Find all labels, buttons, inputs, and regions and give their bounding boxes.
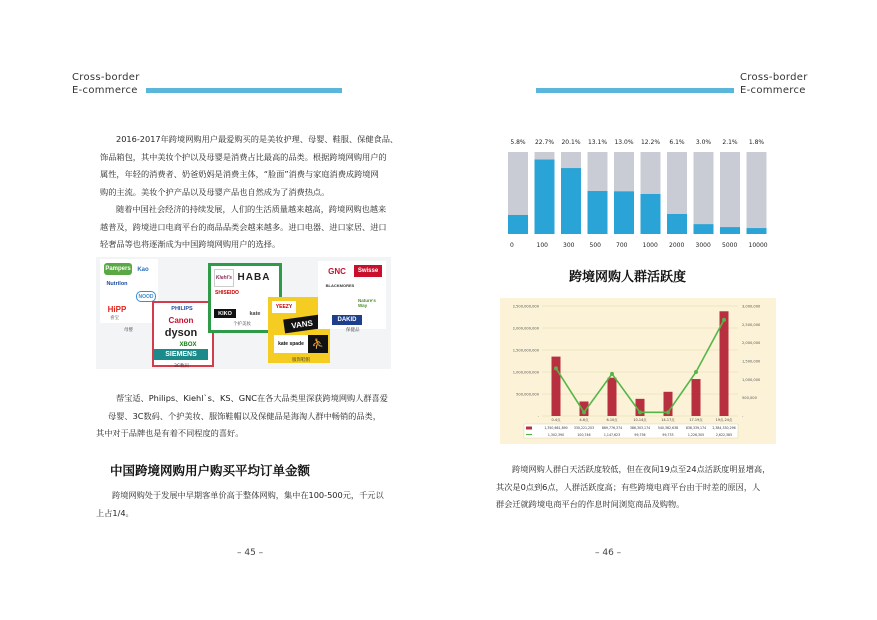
x-tick-label: 6-10点	[606, 418, 618, 422]
left-tick-label: 2,000,000,000	[512, 326, 539, 331]
left-brand-line1: Cross-border	[72, 72, 140, 83]
xbox-logo: XBOX	[179, 342, 197, 348]
table-cell: 838,339,174	[685, 426, 707, 430]
left-paragraph-1	[100, 131, 440, 254]
bar-700	[614, 191, 634, 234]
legend-bar-swatch	[526, 427, 532, 430]
x-tick-label: 17-19点	[689, 418, 703, 422]
baby-category-label: 母婴	[124, 328, 133, 333]
text-line: 跨境网购处于发展中早期客单价高于整体网购，集中在100-500元，千元以	[112, 490, 384, 500]
bar-500	[588, 191, 608, 234]
table-cell: 1,147,623	[603, 433, 621, 437]
right-tick-label: 2,000,000	[742, 341, 761, 346]
katespade-logo: kate spade	[274, 335, 308, 353]
bar-data-label: 12.2%	[640, 139, 661, 146]
left-paragraph-3	[96, 390, 438, 443]
bar-data-label: 13.1%	[587, 139, 608, 146]
dakid-logo: DAKID	[332, 315, 362, 325]
shiseido-logo: SHISEIDO	[215, 290, 239, 296]
activity-point	[722, 318, 726, 322]
x-tick-label: 4-6点	[579, 418, 589, 422]
right-tick-label: 1,500,000	[742, 359, 761, 364]
bar-10000	[747, 228, 767, 234]
kiehls-logo: Kiehl's	[214, 269, 234, 287]
text-line: 母婴、3C数码、个护美妆、服饰鞋帽以及保健品是海淘人群中畅销的品类，	[108, 410, 381, 421]
brand-collage	[96, 257, 391, 369]
bar-data-label: 20.1%	[561, 139, 581, 146]
table-cell: 99,733	[662, 433, 674, 437]
right-paragraph	[496, 461, 836, 514]
table-cell: 2,384,330,296	[712, 426, 736, 430]
text-line: 饰品箱包，其中美妆个护以及母婴是消费占比最高的品类。根据跨境网购用户的	[100, 151, 387, 162]
gnc-logo: GNC	[322, 265, 352, 277]
table-cell: 330,221,203	[573, 426, 595, 430]
right-tick-label: 1,000,000	[742, 377, 761, 382]
table-cell: 2,622,385	[715, 433, 733, 437]
x-tick-label: 0	[510, 242, 514, 249]
haba-logo: HABA	[237, 271, 271, 283]
left-paragraph-4	[96, 487, 436, 522]
x-tick-label: 2000	[669, 242, 685, 249]
bar-data-label: 6.1%	[669, 139, 685, 146]
activity-bar-5	[692, 379, 701, 416]
bar-1000	[641, 194, 661, 234]
x-tick-label: 19点-24点	[715, 418, 733, 422]
left-tick-label: 1,500,000,000	[512, 348, 539, 353]
table-cell: 1,302,390	[547, 433, 565, 437]
kiko-logo: KIKO	[214, 309, 236, 318]
x-tick-label: 10-14点	[633, 418, 647, 422]
digital-category-label: 3C数码	[174, 364, 190, 369]
fashion-category-label: 服饰鞋帽	[292, 358, 310, 363]
activity-point	[694, 370, 698, 374]
left-tick-label: -	[537, 414, 539, 419]
table-cell: 540,362,638	[657, 426, 679, 430]
x-tick-label: 100	[536, 242, 548, 249]
right-page-number: – 46 –	[595, 548, 622, 558]
right-tick-label: 500,000	[742, 396, 757, 401]
bar-data-label: 13.0%	[614, 139, 634, 146]
x-tick-label: 10000	[748, 242, 768, 249]
natures-way-logo: Nature's Way	[358, 298, 376, 308]
table-cell: 100,746	[577, 433, 591, 437]
text-line: 越普及，跨境进口电商平台的商品品类会越来越多。进口电器、进口家居、进口	[100, 221, 387, 232]
beauty-category-label: 个护美妆	[233, 322, 251, 327]
bar-0	[508, 215, 528, 234]
text-line: 属性，年轻的消费者、奶爸奶妈是消费主体，“脸面”消费与家庭消费成跨境网	[100, 169, 379, 179]
text-line: 上占1/4。	[96, 507, 134, 518]
bar-300	[561, 168, 581, 234]
blackmores-logo: BLACKMORES	[325, 282, 355, 288]
left-brand-line2: E-commerce	[72, 85, 138, 96]
text-line: 帮宝适、Philips、Kiehl`s、KS、GNC在各大品类里深获跨境网购人群喜爱	[116, 393, 388, 403]
nutrilon-logo: Nutrilon	[106, 280, 128, 287]
table-cell: 99,736	[634, 433, 646, 437]
chart-background	[500, 298, 776, 444]
hipp-logo: HiPP	[107, 305, 127, 314]
left-brand-bar	[146, 88, 342, 93]
x-tick-label: 5000	[722, 242, 738, 249]
table-cell: 1,350,661,890	[544, 426, 568, 430]
activity-point	[582, 410, 586, 414]
text-line: 购的主流。美妆个护产品以及母婴产品也自然成为了消费热点。	[100, 186, 330, 197]
bar-data-label: 5.8%	[510, 139, 526, 146]
table-cell: 869,776,374	[601, 426, 623, 430]
bar-background	[694, 152, 714, 234]
left-tick-label: 2,500,000,000	[512, 304, 539, 309]
text-line: 轻奢品等也将逐渐成为中国跨境网购用户的选择。	[100, 239, 281, 249]
nood-logo: NOOD	[136, 291, 156, 302]
bar-background	[747, 152, 767, 234]
left-section-title: 中国跨境网购用户购买平均订单金额	[110, 463, 311, 478]
swisse-logo: Swisse	[354, 265, 382, 277]
bar-data-label: 1.8%	[748, 139, 765, 146]
text-line: 跨境网购人群白天活跃度较低，但在夜间19点至24点活跃度明显增高，	[512, 464, 771, 474]
right-tick-label: -	[742, 414, 744, 419]
activity-combo-chart	[500, 298, 776, 444]
dyson-logo: dyson	[164, 327, 198, 339]
activity-bar-2	[608, 378, 617, 416]
yeezy-logo: YEEZY	[272, 301, 296, 313]
philips-logo: PHILIPS	[171, 306, 193, 312]
canon-logo: Canon	[168, 316, 194, 325]
x-tick-label: 1000	[642, 242, 658, 249]
bar-data-label: 2.1%	[722, 139, 738, 146]
activity-point	[554, 366, 558, 370]
pampers-logo: Pampers	[104, 263, 132, 275]
right-brand-line1: Cross-border	[740, 72, 808, 83]
bar-5000	[720, 227, 740, 234]
right-section-title: 跨境网购人群活跃度	[569, 270, 687, 285]
x-tick-label: 300	[563, 242, 575, 249]
x-tick-label: 0-4点	[551, 418, 561, 422]
right-brand-line2: E-commerce	[740, 85, 806, 96]
table-cell: 386,303,174	[629, 426, 651, 430]
kate-logo: kate	[249, 310, 261, 317]
jordan-icon: ⛹	[308, 335, 328, 353]
bar-2000	[667, 214, 687, 234]
order-value-bar-chart	[500, 132, 780, 252]
right-tick-label: 2,500,000	[742, 322, 761, 327]
health-category-label: 保健品	[346, 328, 360, 333]
text-line: 2016-2017年跨境网购用户最爱购买的是美妆护理、母婴、鞋服、保健食品、	[116, 134, 399, 144]
bar-data-label: 3.0%	[695, 139, 712, 146]
activity-bar-0	[552, 357, 561, 416]
siemens-logo: SIEMENS	[154, 349, 208, 360]
text-line: 其次是0点到6点，人群活跃度高；有些跨境电商平台由于时差的原因，人	[496, 481, 761, 492]
text-line: 其中对于品牌也是有着不同程度的喜好。	[96, 428, 244, 438]
activity-point	[666, 410, 670, 414]
bar-background	[720, 152, 740, 234]
left-page-number: – 45 –	[237, 548, 264, 558]
hipp-sub-label: 喜宝	[110, 316, 119, 321]
activity-point	[610, 372, 614, 376]
kao-logo: Kao	[137, 266, 149, 273]
table-cell: 1,226,305	[687, 433, 705, 437]
x-tick-label: 700	[616, 242, 628, 249]
right-tick-label: 3,000,000	[742, 304, 761, 309]
x-tick-label: 500	[589, 242, 601, 249]
left-tick-label: 500,000,000	[516, 392, 539, 397]
bar-data-label: 22.7%	[534, 139, 555, 146]
left-tick-label: 1,000,000,000	[512, 370, 539, 375]
text-line: 随着中国社会经济的持续发展，人们的生活质量越来越高，跨境网购也越来	[116, 204, 387, 214]
activity-point	[638, 410, 642, 414]
bar-100	[535, 160, 555, 234]
bar-3000	[694, 224, 714, 234]
right-brand-bar	[536, 88, 734, 93]
vans-logo: VANS	[283, 315, 321, 334]
x-tick-label: 3000	[695, 242, 711, 249]
text-line: 群会迁就跨境电商平台的作息时间浏览商品及购物。	[496, 499, 685, 509]
x-tick-label: 14-17点	[661, 418, 675, 422]
